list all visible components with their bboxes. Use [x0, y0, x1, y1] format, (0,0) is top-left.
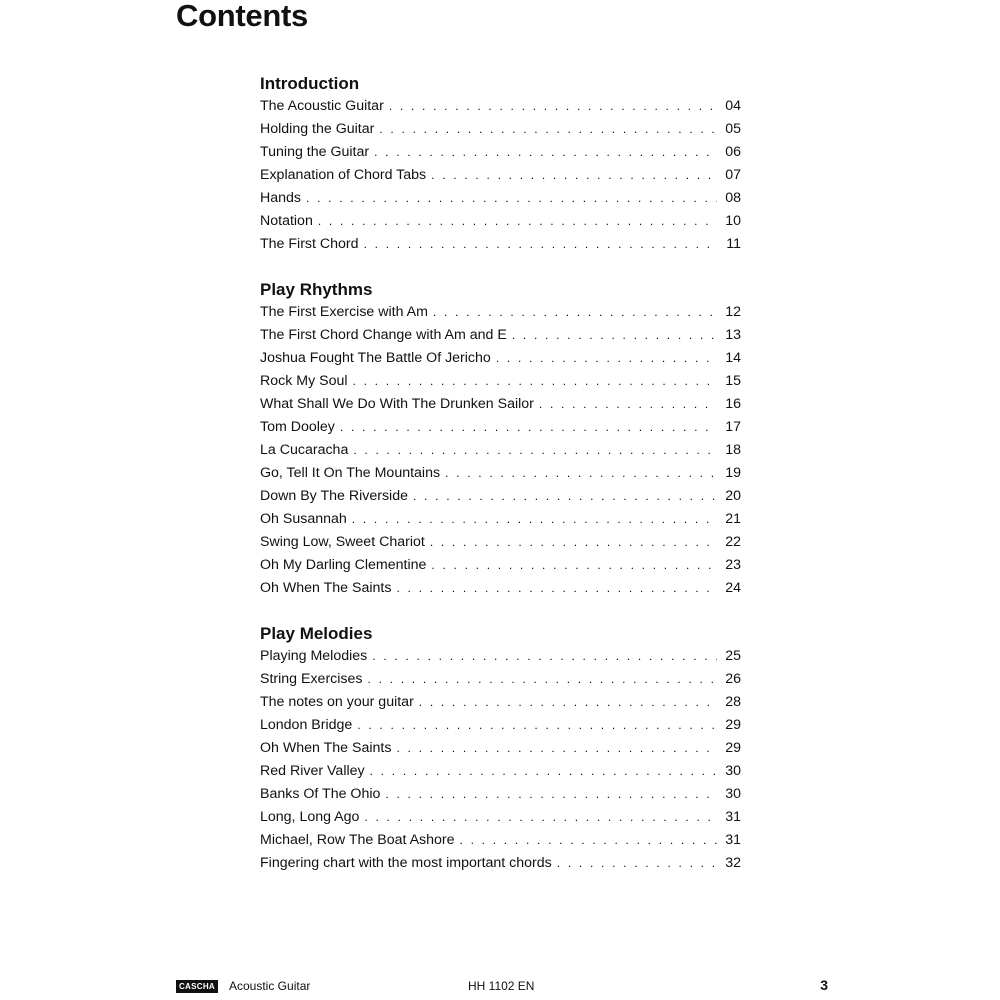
toc-entry-page: 22	[725, 534, 741, 550]
toc-entry-page: 07	[725, 167, 741, 183]
toc-entry-title: The First Chord	[260, 236, 359, 252]
toc-entry-title: Fingering chart with the most important chords	[260, 855, 552, 871]
toc-entry	[260, 118, 741, 141]
toc-entry-title: Playing Melodies	[260, 648, 368, 664]
page-footer	[176, 978, 828, 996]
toc-entry	[260, 416, 741, 439]
dot-leader	[318, 210, 717, 233]
dot-leader	[364, 806, 717, 829]
dot-leader	[364, 233, 719, 256]
dot-leader	[460, 829, 718, 852]
toc-entry	[260, 714, 741, 737]
dot-leader	[430, 531, 717, 554]
toc-entry	[260, 645, 741, 668]
footer-book-title: Acoustic Guitar	[229, 979, 311, 993]
toc-entry-title: Notation	[260, 213, 313, 229]
toc-entry-title: Long, Long Ago	[260, 809, 360, 825]
toc-entry	[260, 485, 741, 508]
toc-entry	[260, 393, 741, 416]
toc-entry-title: Explanation of Chord Tabs	[260, 167, 427, 183]
dot-leader	[433, 301, 717, 324]
dot-leader	[379, 118, 717, 141]
toc-entry-list	[260, 95, 741, 256]
toc-entry	[260, 668, 741, 691]
dot-leader	[512, 324, 717, 347]
dot-leader	[370, 760, 718, 783]
toc-entry-page: 28	[725, 694, 741, 710]
toc-entry	[260, 462, 741, 485]
toc-entry-page: 17	[725, 419, 741, 435]
toc-entry-page: 18	[725, 442, 741, 458]
toc-entry-page: 31	[725, 809, 741, 825]
dot-leader	[431, 164, 717, 187]
toc-entry-page: 05	[725, 121, 741, 137]
toc-entry-page: 06	[725, 144, 741, 160]
toc-entry	[260, 806, 741, 829]
dot-leader	[374, 141, 717, 164]
toc-entry	[260, 210, 741, 233]
section-heading: Introduction	[260, 74, 360, 93]
toc-entry-title: The notes on your guitar	[260, 694, 414, 710]
toc-entry	[260, 347, 741, 370]
toc-entry	[260, 554, 741, 577]
toc-entry-title: What Shall We Do With The Drunken Sailor	[260, 396, 534, 412]
toc-entry-page: 20	[725, 488, 741, 504]
toc-entry-page: 31	[725, 832, 741, 848]
toc-entry-page: 30	[725, 763, 741, 779]
toc-entry	[260, 577, 741, 600]
toc-entry-title: Michael, Row The Boat Ashore	[260, 832, 455, 848]
toc-entry-page: 11	[726, 236, 741, 252]
section-heading: Play Melodies	[260, 624, 373, 643]
dot-leader	[396, 737, 717, 760]
toc-entry-page: 16	[725, 396, 741, 412]
toc-entry	[260, 691, 741, 714]
dot-leader	[368, 668, 718, 691]
toc-entry	[260, 760, 741, 783]
toc-entry-title: London Bridge	[260, 717, 353, 733]
toc-entry-title: Down By The Riverside	[260, 488, 408, 504]
toc-entry-title: String Exercises	[260, 671, 363, 687]
dot-leader	[306, 187, 717, 210]
toc-entry	[260, 141, 741, 164]
toc-entry-title: Oh My Darling Clementine	[260, 557, 427, 573]
toc-section-introduction	[260, 72, 741, 256]
toc-entry	[260, 439, 741, 462]
toc-entry-page: 13	[725, 327, 741, 343]
toc-entry-title: Joshua Fought The Battle Of Jericho	[260, 350, 491, 366]
toc-entry-title: Oh Susannah	[260, 511, 347, 527]
dot-leader	[353, 439, 717, 462]
toc-entry-title: La Cucaracha	[260, 442, 349, 458]
toc-entry-page: 14	[725, 350, 741, 366]
toc-entry-title: The First Exercise with Am	[260, 304, 428, 320]
toc-entry-page: 23	[725, 557, 741, 573]
toc-entry-page: 04	[725, 98, 741, 114]
brand-logo: CASCHA	[176, 980, 218, 993]
toc-entry-title: Oh When The Saints	[260, 580, 392, 596]
dot-leader	[413, 485, 717, 508]
toc-entry-page: 19	[725, 465, 741, 481]
toc-entry-title: Go, Tell It On The Mountains	[260, 465, 441, 481]
toc-entry-title: Tuning the Guitar	[260, 144, 370, 160]
section-heading: Play Rhythms	[260, 280, 373, 299]
toc-entry	[260, 187, 741, 210]
dot-leader	[389, 95, 717, 118]
dot-leader	[445, 462, 717, 485]
toc-entry-title: Oh When The Saints	[260, 740, 392, 756]
toc-entry	[260, 852, 741, 875]
dot-leader	[357, 714, 717, 737]
toc-entry	[260, 233, 741, 256]
toc-section-play-melodies	[260, 622, 741, 875]
toc-entry-page: 15	[725, 373, 741, 389]
toc-entry-page: 29	[725, 740, 741, 756]
toc-entry	[260, 508, 741, 531]
toc-entry-page: 24	[725, 580, 741, 596]
toc-entry-page: 12	[725, 304, 741, 320]
dot-leader	[385, 783, 717, 806]
dot-leader	[496, 347, 717, 370]
dot-leader	[353, 370, 718, 393]
dot-leader	[340, 416, 717, 439]
toc-entry-page: 10	[725, 213, 741, 229]
toc-entry-page: 26	[725, 671, 741, 687]
toc-entry	[260, 324, 741, 347]
toc-entry	[260, 783, 741, 806]
toc-entry-title: Banks Of The Ohio	[260, 786, 381, 802]
toc-entry	[260, 164, 741, 187]
toc-entry-page: 32	[725, 855, 741, 871]
dot-leader	[352, 508, 717, 531]
toc-section-play-rhythms	[260, 278, 741, 600]
dot-leader	[372, 645, 717, 668]
table-of-contents	[260, 72, 741, 875]
toc-entry	[260, 737, 741, 760]
page-number: 3	[820, 977, 828, 993]
toc-entry	[260, 531, 741, 554]
toc-entry-list	[260, 301, 741, 600]
toc-entry	[260, 370, 741, 393]
dot-leader	[419, 691, 717, 714]
dot-leader	[557, 852, 717, 875]
toc-entry-title: Hands	[260, 190, 302, 206]
dot-leader	[431, 554, 717, 577]
toc-entry-page: 29	[725, 717, 741, 733]
toc-entry-title: The Acoustic Guitar	[260, 98, 384, 114]
toc-entry-title: Swing Low, Sweet Chariot	[260, 534, 425, 550]
footer-product-code: HH 1102 EN	[468, 979, 535, 993]
dot-leader	[539, 393, 717, 416]
toc-entry-title: Holding the Guitar	[260, 121, 375, 137]
toc-entry-title: Red River Valley	[260, 763, 365, 779]
toc-entry-page: 25	[725, 648, 741, 664]
toc-entry	[260, 829, 741, 852]
toc-entry-title: The First Chord Change with Am and E	[260, 327, 507, 343]
toc-entry-page: 08	[725, 190, 741, 206]
toc-entry-title: Rock My Soul	[260, 373, 348, 389]
toc-entry-title: Tom Dooley	[260, 419, 335, 435]
toc-entry	[260, 95, 741, 118]
page-title: Contents	[176, 0, 308, 33]
dot-leader	[396, 577, 717, 600]
toc-entry-page: 21	[725, 511, 741, 527]
toc-entry-page: 30	[725, 786, 741, 802]
toc-entry-list	[260, 645, 741, 875]
toc-entry	[260, 301, 741, 324]
